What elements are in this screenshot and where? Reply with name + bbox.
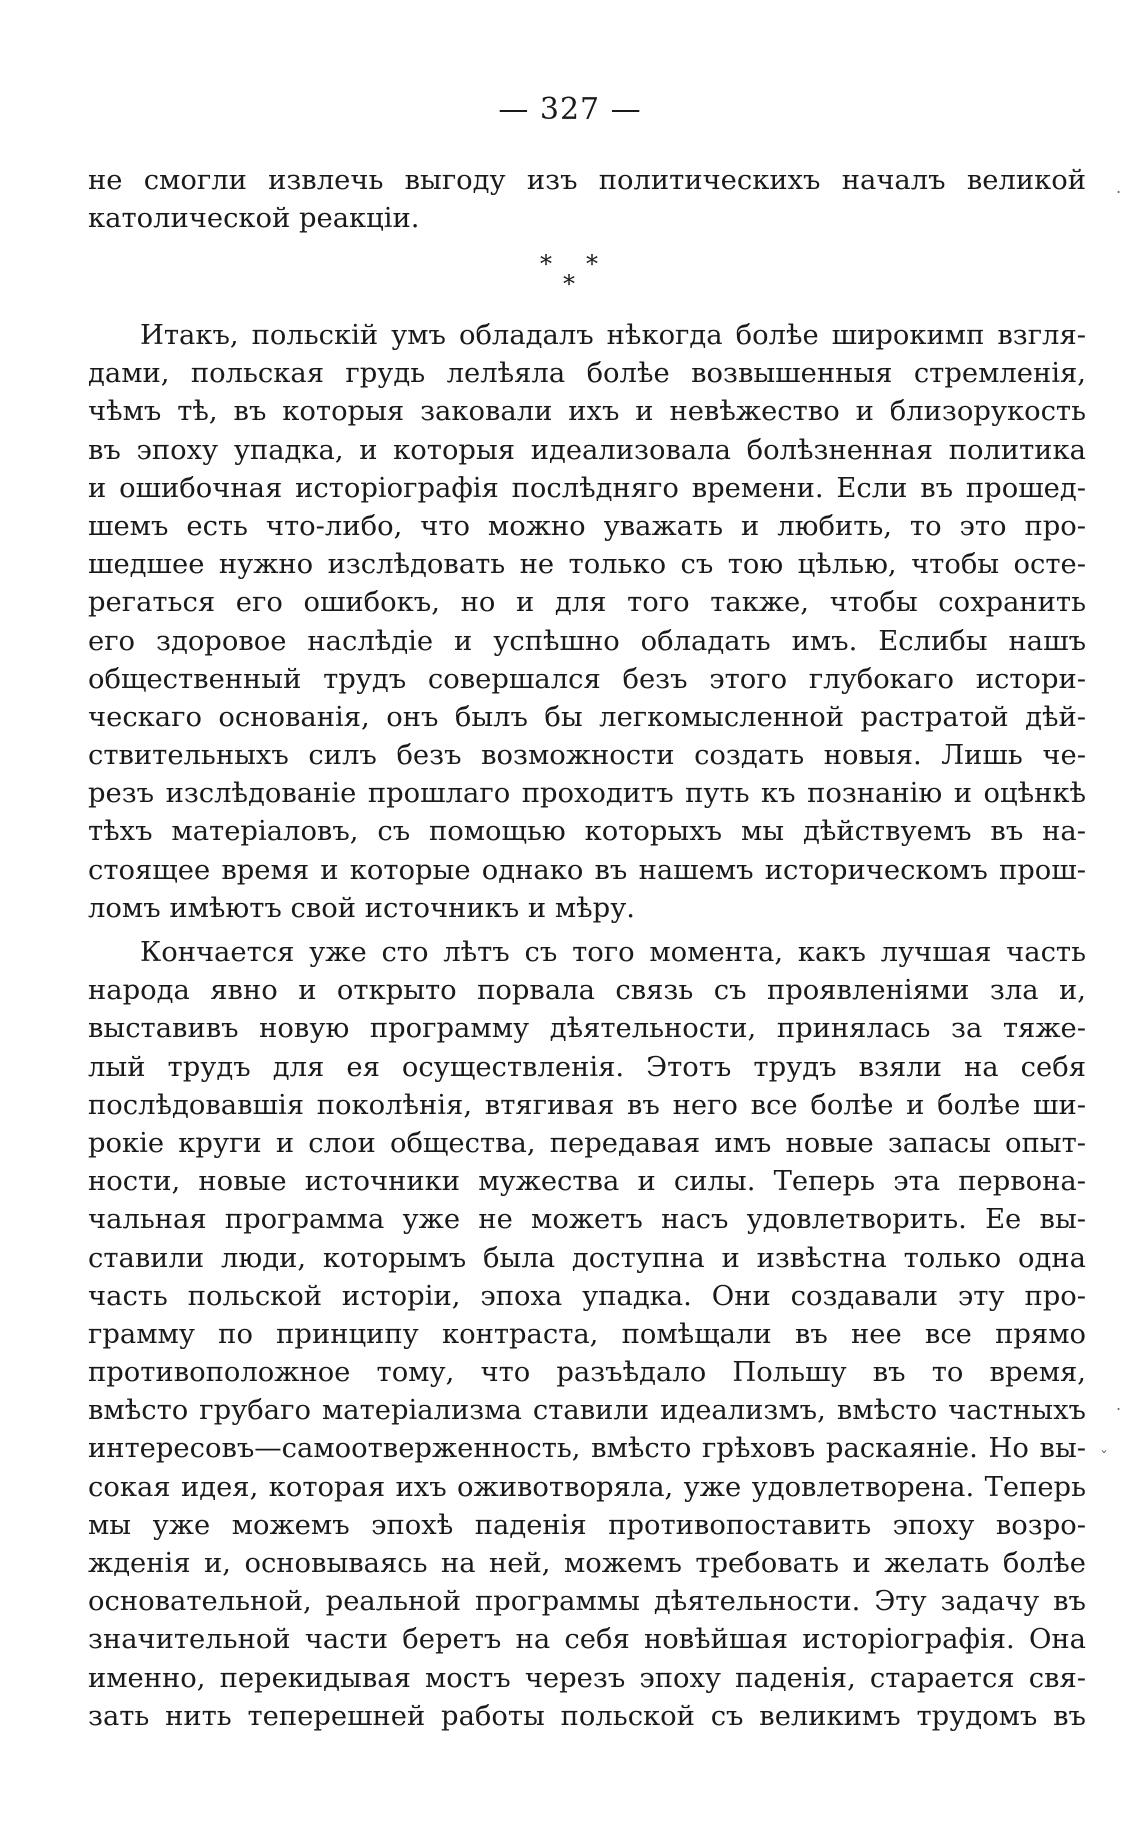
- asterism-star: *: [563, 270, 575, 298]
- text-line: ставили люди, которымъ была доступна и извѣстна только одна: [88, 1242, 1086, 1274]
- text-line: народа явно и открыто порвала связь съ проявленіями зла и,: [88, 975, 1086, 1007]
- text-line: стоящее время и которые однако въ нашемъ историческомъ прош-: [88, 854, 1086, 886]
- margin-mark: ˇ: [1100, 1448, 1108, 1467]
- text-line: жденія и, основываясь на ней, можемъ требовать и желать болѣе: [88, 1548, 1086, 1579]
- opening-text: [88, 162, 1086, 238]
- text-line: противоположное тому, что разъѣдало Польшу въ то время,: [88, 1357, 1086, 1389]
- text-line: выставивъ новую программу дѣятельности, принялась за тяже-: [88, 1013, 1086, 1045]
- text-line: Кончается уже сто лѣтъ съ того момента, какъ лучшая часть: [140, 937, 1086, 968]
- text-line: чѣмъ тѣ, въ которыя заковали ихъ и невѣжество и близорукость: [88, 396, 1086, 428]
- margin-dot: .: [1116, 178, 1122, 197]
- text-line: ности, новые источники мужества и силы. Теперь эта первона-: [88, 1166, 1086, 1198]
- text-line: шемъ есть что-либо, что можно уважать и любить, то это про-: [88, 510, 1086, 542]
- text-line: въ эпоху упадка, и которыя идеализовала болѣзненная политика: [88, 434, 1086, 466]
- text-line: дами, польская грудь лелѣяла болѣе возвышенныя стремленія,: [88, 358, 1086, 390]
- paragraph-2: [88, 934, 1086, 1736]
- text-line: не смогли извлечь выгоду изъ политическихъ началъ великой: [88, 165, 1086, 196]
- text-line: Итакъ, польскій умъ обладалъ нѣкогда болѣе широкимп взгля-: [140, 320, 1086, 351]
- asterism-star: *: [540, 250, 552, 278]
- text-line: ствительныхъ силъ безъ возможности создать новыя. Лишь че-: [88, 740, 1086, 772]
- text-line: лый трудъ для ея осуществленія. Этотъ трудъ взяли на себя: [88, 1051, 1086, 1083]
- text-line: грамму по принципу контраста, помѣщали въ нее все прямо: [88, 1318, 1086, 1350]
- text-line: тѣхъ матеріаловъ, съ помощью которыхъ мы дѣйствуемъ въ на-: [88, 816, 1086, 848]
- text-line: часть польской исторіи, эпоха упадка. Они создавали эту про-: [88, 1280, 1086, 1312]
- text-line: основательной, реальной программы дѣятельности. Эту задачу въ: [88, 1586, 1086, 1618]
- text-line: католической реакціи.: [88, 203, 420, 235]
- text-line: значительной части беретъ на себя новѣйшая исторіографія. Она: [88, 1624, 1086, 1656]
- paragraph-1: [88, 317, 1086, 928]
- text-line: регаться его ошибокъ, но и для того также, чтобы сохранить: [88, 587, 1086, 619]
- text-line: его здоровое наслѣдіе и успѣшно обладать имъ. Еслибы нашъ: [88, 625, 1086, 657]
- text-line: сокая идея, которая ихъ оживотворяла, уже удовлетворена. Теперь: [88, 1471, 1086, 1503]
- text-line: и ошибочная исторіографія послѣдняго времени. Если въ прошед-: [88, 472, 1086, 504]
- text-line: именно, перекидывая мостъ черезъ эпоху паденія, старается свя-: [88, 1662, 1086, 1694]
- text-line: зать нить теперешней работы польской съ великимъ трудомъ въ: [88, 1700, 1086, 1732]
- text-line: вмѣсто грубаго матеріализма ставили идеализмъ, вмѣсто частныхъ: [88, 1395, 1086, 1427]
- text-line: послѣдовавшія поколѣнія, втягивая въ него все болѣе и болѣе ши-: [88, 1089, 1086, 1121]
- text-line: интересовъ—самоотверженность, вмѣсто грѣховъ раскаяніе. Но вы-: [88, 1433, 1086, 1465]
- text-line: общественный трудъ совершался безъ этого глубокаго истори-: [88, 663, 1086, 695]
- section-asterism: [540, 250, 620, 300]
- asterism-star: *: [586, 250, 598, 278]
- text-line: шедшее нужно изслѣдовать не только съ тою цѣлью, чтобы осте-: [88, 549, 1086, 581]
- text-line: ческаго основанія, онъ былъ бы легкомысленной растратой дѣй-: [88, 701, 1086, 733]
- text-line: чальная программа уже не можетъ насъ удовлетворить. Ее вы-: [88, 1204, 1086, 1236]
- margin-dot: .: [1116, 1395, 1122, 1414]
- text-line: резъ изслѣдованіе прошлаго проходитъ путь къ познанію и оцѣнкѣ: [88, 778, 1086, 810]
- text-line: ломъ имѣютъ свой источникъ и мѣру.: [88, 892, 636, 924]
- text-line: мы уже можемъ эпохѣ паденія противопоставить эпоху возро-: [88, 1509, 1086, 1541]
- page-number: — 327 —: [498, 92, 642, 127]
- text-line: рокіе круги и слои общества, передавая имъ новые запасы опыт-: [88, 1127, 1086, 1159]
